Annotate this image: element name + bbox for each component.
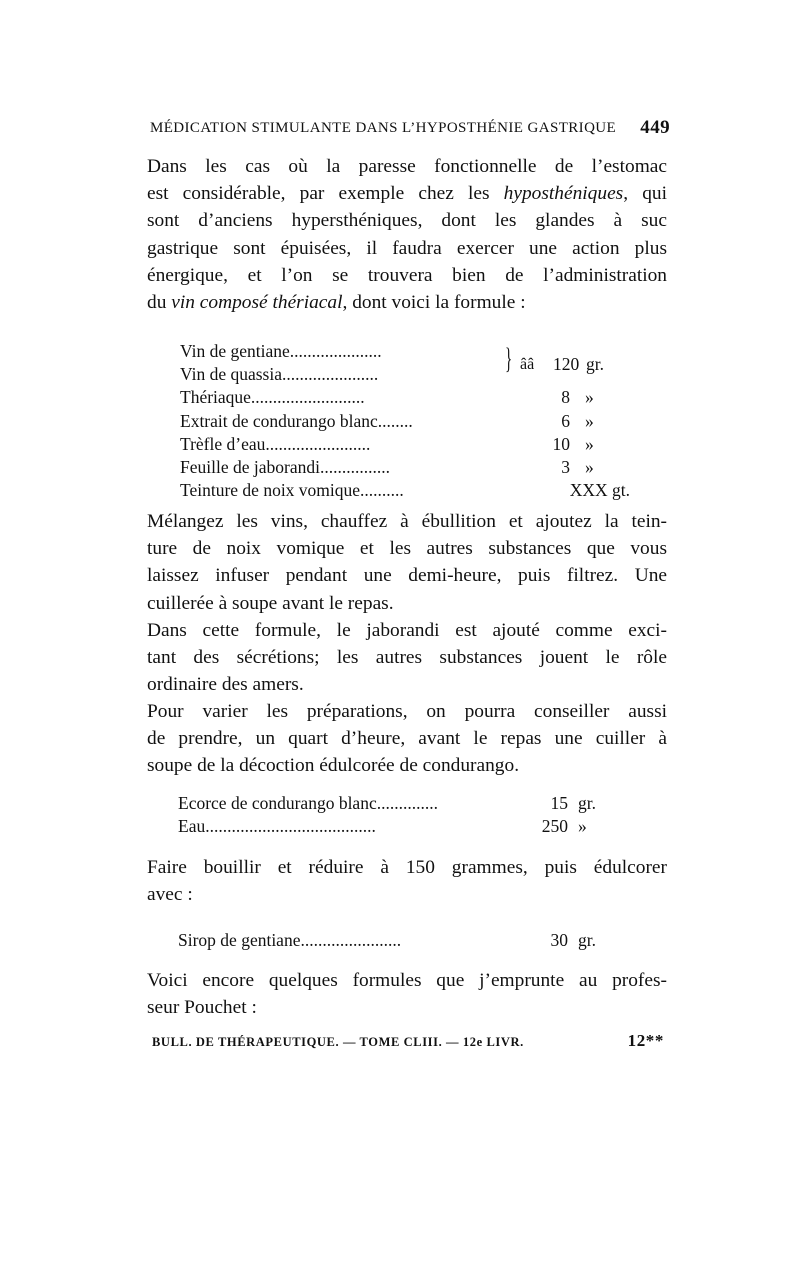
italic-term: hyposthéniques [503, 183, 624, 205]
paragraph-6 [147, 967, 667, 1021]
brace-symbol: } [505, 342, 513, 375]
ingredient-qty: 30 [550, 930, 568, 950]
ingredient-qty: 3 [561, 456, 570, 477]
paragraph-1 [147, 153, 667, 316]
recipe-3 [178, 929, 628, 952]
paragraph-5 [147, 854, 667, 908]
ingredient-name: Trèfle d’eau........................ [180, 433, 371, 454]
paragraph-4 [147, 698, 667, 780]
text-line: seur Pouchet : [147, 997, 257, 1019]
ingredient-unit: » [578, 816, 587, 837]
text-line [147, 180, 667, 207]
paragraph-2 [147, 508, 667, 617]
text-line: cuillerée à soupe avant le repas. [147, 592, 394, 614]
ingredient-unit: » [585, 410, 594, 431]
ingredient-name: Vin de gentiane..................... [180, 341, 382, 361]
recipe-row [178, 929, 628, 952]
text-span: est considérable, par exemple chez les [147, 183, 490, 205]
recipe-row [180, 386, 630, 409]
aa-mark: ââ [520, 356, 535, 373]
text-line: Dans les cas où la paresse fonctionnelle de l’estomac [147, 156, 667, 177]
text-span: du [147, 292, 167, 314]
ingredient-name: Eau....................................... [178, 816, 376, 837]
text-line: laissez infuser pendant une demi-heure, puis filtrez. Une [147, 565, 667, 587]
footer-signature-mark: 12** [627, 1031, 664, 1050]
recipe-2 [178, 792, 628, 838]
text-line: tant des sécrétions; les autres substances jouent le rôle [147, 647, 667, 669]
ingredient-qty: 15 [550, 793, 568, 813]
recipe-row [180, 456, 630, 479]
text-line: de prendre, un quart d’heure, avant le repas une cuiller à [147, 728, 667, 750]
ingredient-qty: 6 [561, 410, 570, 431]
ingredient-unit: gr. [578, 930, 596, 950]
ingredient-name: Thériaque.......................... [180, 387, 365, 408]
italic-term: vin composé thériacal [171, 292, 343, 314]
ingredient-qty: 8 [561, 387, 570, 408]
ingredient-qty: 250 [541, 816, 568, 837]
ingredient-qty: 10 [552, 433, 570, 454]
text-line: soupe de la décoction édulcorée de condurango. [147, 755, 520, 777]
ingredient-name: Teinture de noix vomique.......... [180, 480, 404, 501]
text-line: Dans cette formule, le jaborandi est ajouté comme exci- [147, 620, 667, 641]
ingredient-name: Ecorce de condurango blanc.............. [178, 793, 438, 813]
ingredient-qty: 120 [553, 354, 580, 374]
footer-signature-text: BULL. DE THÉRAPEUTIQUE. — TOME CLIII. — 12e LIVR. [152, 1035, 524, 1049]
text-line: Voici encore quelques formules que j’emprunte au profes- [147, 970, 667, 991]
text-line: gastrique sont épuisées, il faudra exercer une action plus [147, 237, 667, 259]
ingredient-unit: gr. [578, 793, 596, 813]
recipe-row [178, 792, 628, 815]
ingredient-qty [540, 479, 630, 502]
recipe-row [180, 433, 630, 456]
running-title: MÉDICATION STIMULANTE DANS L’HYPOSTHÉNIE GASTRIQUE [150, 120, 617, 136]
text-line: Mélangez les vins, chauffez à ébullition et ajoutez la tein- [147, 511, 667, 532]
qty-value: XXX [569, 480, 608, 501]
ingredient-unit: » [585, 433, 594, 454]
ingredient-unit: » [585, 387, 594, 408]
ingredient-name: Extrait de condurango blanc........ [180, 410, 413, 431]
unit-value: gt. [612, 480, 630, 501]
ingredient-name: Vin de quassia...................... [180, 364, 379, 385]
text-line: ture de noix vomique et les autres substances que vous [147, 538, 667, 560]
recipe-row [180, 410, 630, 433]
text-span: , qui [623, 183, 667, 205]
text-line: ordinaire des amers. [147, 674, 304, 696]
text-line: énergique, et l’on se trouvera bien de l’administration [147, 264, 667, 286]
ingredient-name: Feuille de jaborandi................ [180, 456, 390, 477]
ingredient-name: Sirop de gentiane....................... [178, 930, 402, 950]
text-line [147, 289, 667, 316]
paragraph-3 [147, 617, 667, 699]
text-line: Pour varier les préparations, on pourra conseiller aussi [147, 701, 667, 722]
ingredient-unit: gr. [586, 354, 604, 374]
running-header [150, 118, 670, 142]
text-span: , dont voici la formule : [342, 292, 526, 314]
page-number: 449 [640, 117, 670, 138]
text-line: avec : [147, 884, 193, 906]
recipe-1 [180, 340, 630, 502]
page-footer [152, 1033, 672, 1055]
ingredient-unit: » [585, 456, 594, 477]
recipe-row [180, 479, 630, 502]
text-line: Faire bouillir et réduire à 150 grammes, puis édulcorer [147, 857, 667, 878]
text-line: sont d’anciens hypersthéniques, dont les glandes à suc [147, 210, 667, 232]
recipe-row [178, 815, 628, 838]
